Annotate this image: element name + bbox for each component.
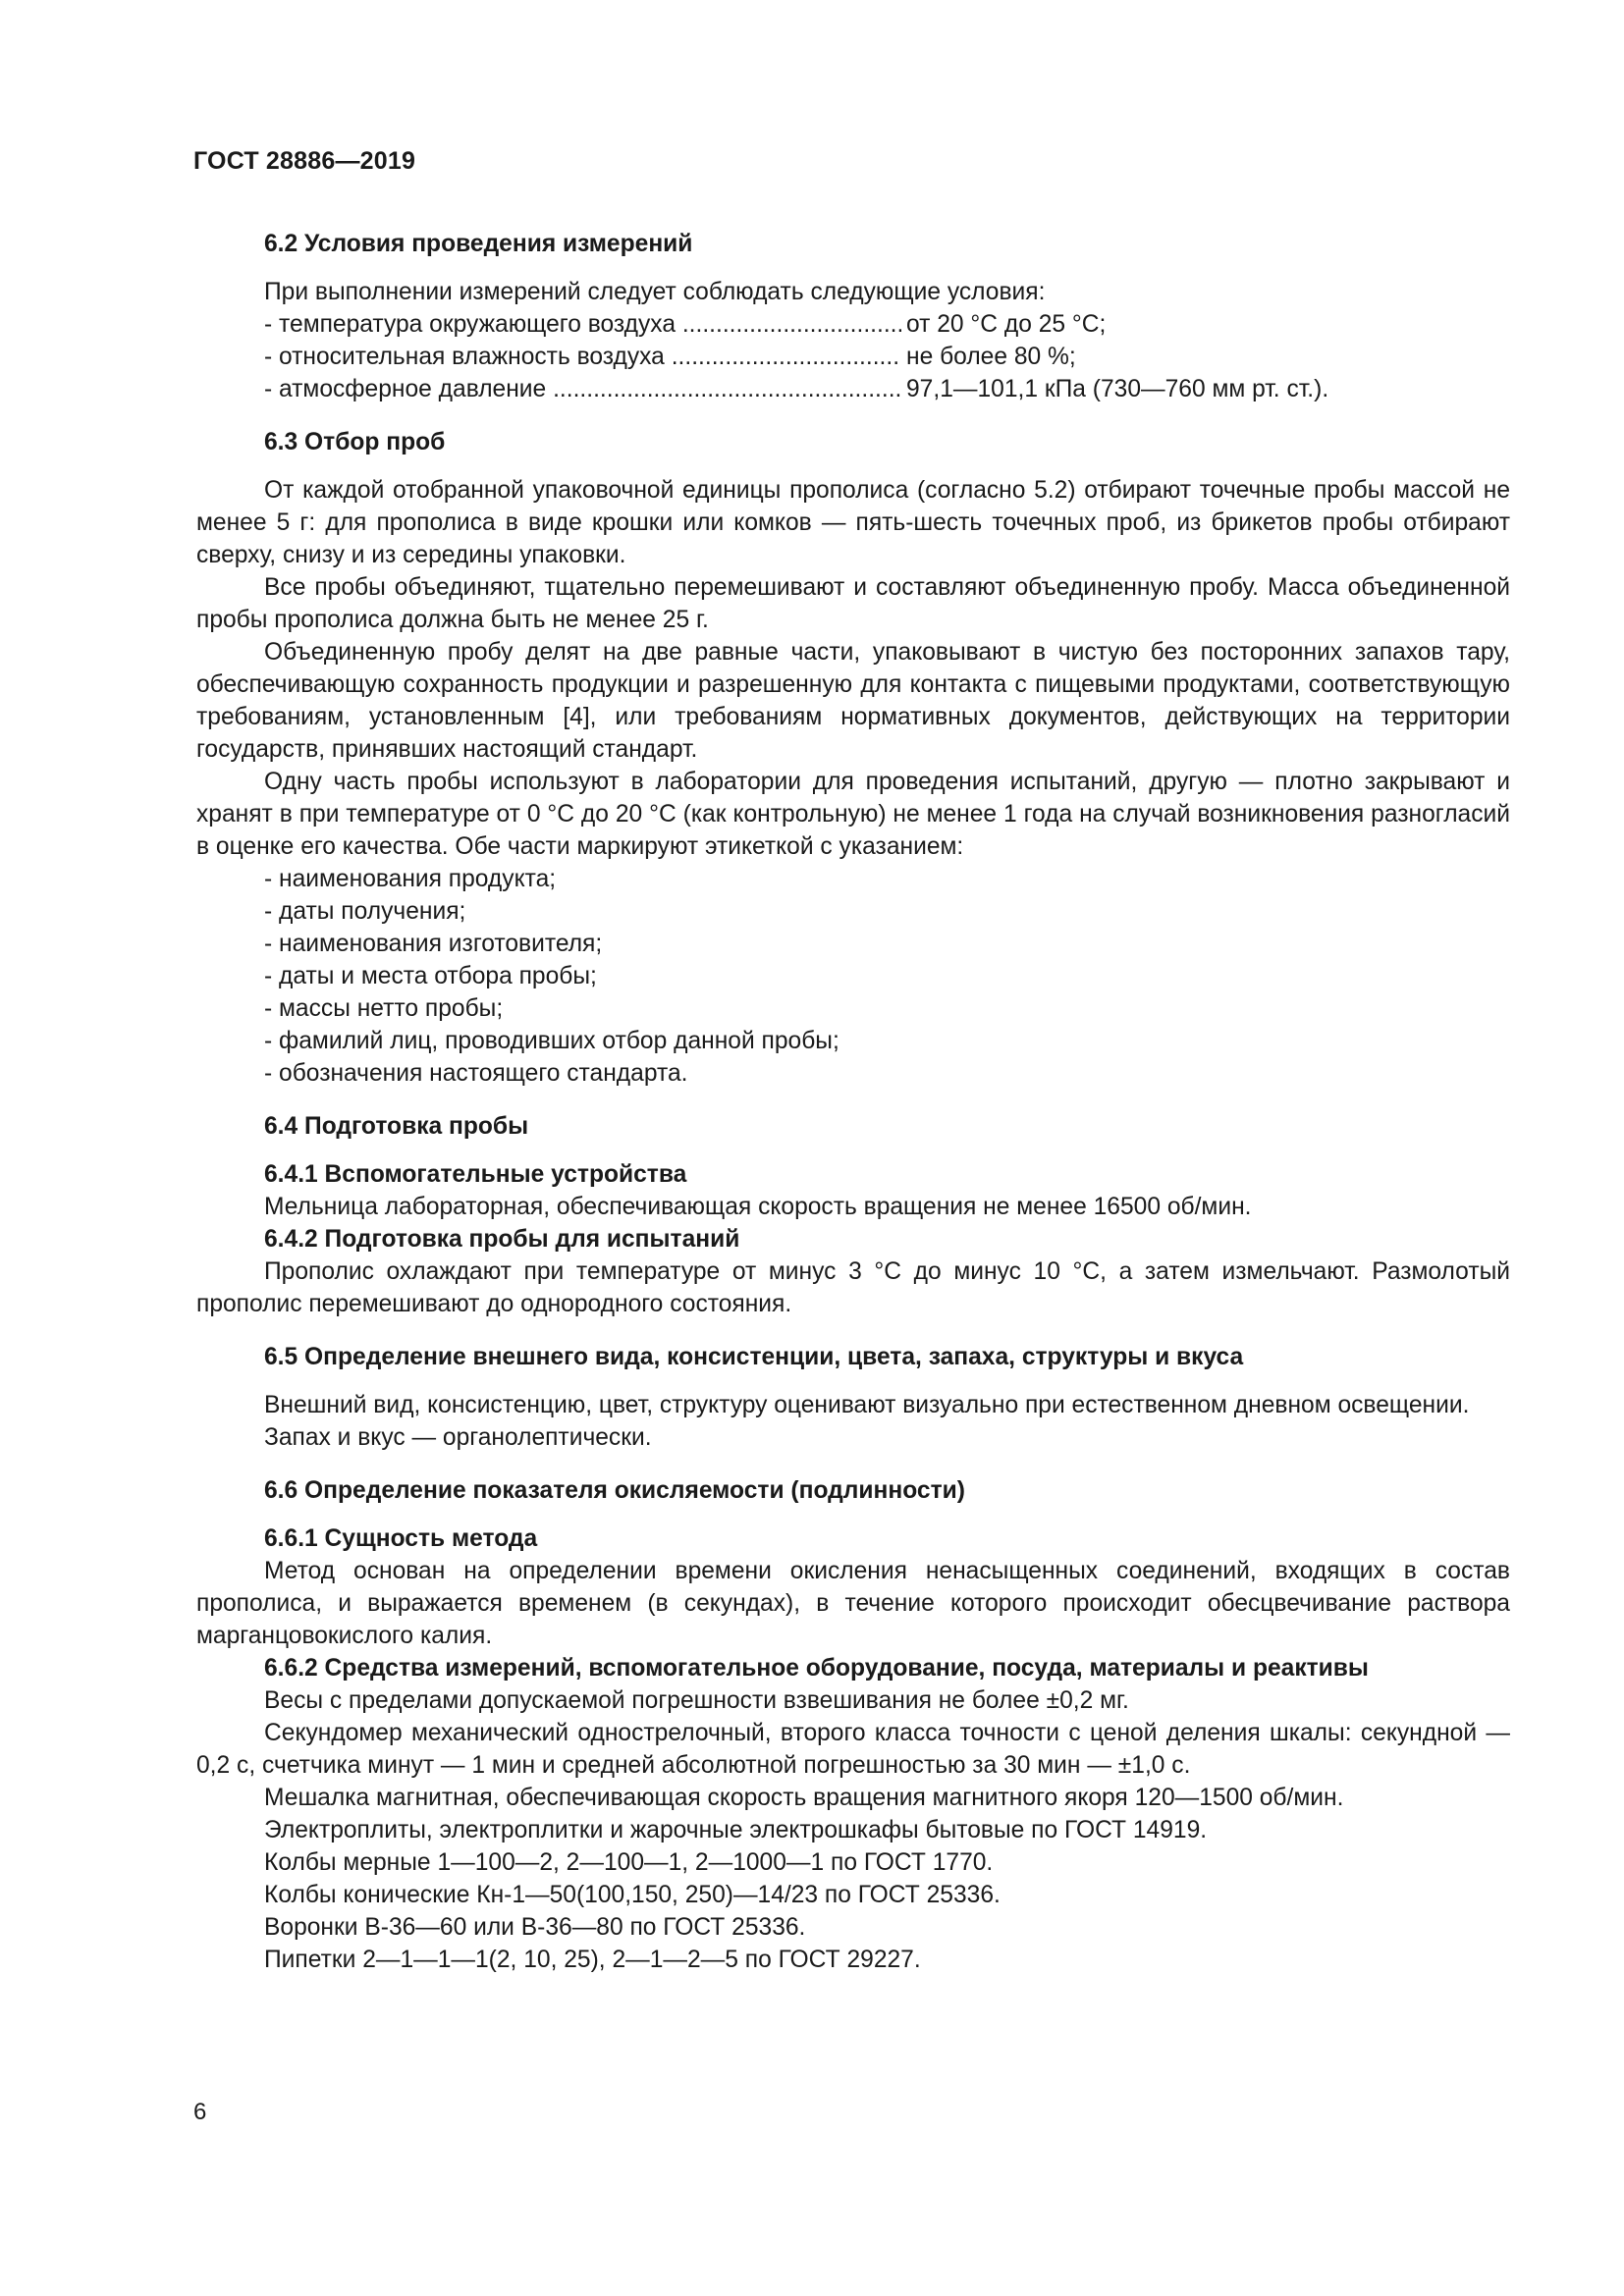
equipment-item: Секундомер механический однострелочный, второго класса точности с ценой деления шкалы: секундной — 0,2 с, счетчика минут — 1 мин и средней абсолютной погрешностью за 30 мин — ±1,0 с. <box>196 1720 1510 1779</box>
list-item: - даты и места отбора пробы; <box>264 963 597 989</box>
equipment-item: Пипетки 2—1—1—1(2, 10, 25), 2—1—2—5 по ГОСТ 29227. <box>264 1947 921 1973</box>
list-item: - наименования продукта; <box>264 866 557 892</box>
document-header: ГОСТ 28886—2019 <box>193 147 416 175</box>
paragraph: Все пробы объединяют, тщательно перемешивают и составляют объединенную пробу. Масса объединенной пробы прополиса должна быть не менее 25 г. <box>196 574 1510 633</box>
list-item: - даты получения; <box>264 898 466 925</box>
list-item: - обозначения настоящего стандарта. <box>264 1060 688 1087</box>
paragraph: Объединенную пробу делят на две равные части, упаковывают в чистую без посторонних запахов тару, обеспечивающую сохранность продукции и разрешенную для контакта с пищевыми продуктами, соответствующую требованиям, установленным [4], или требованиям нормативных документов, действующих на территории государств, принявших настоящий стандарт. <box>196 639 1510 763</box>
equipment-item: Весы с пределами допускаемой погрешности взвешивания не более ±0,2 мг. <box>264 1687 1129 1714</box>
paragraph: От каждой отобранной упаковочной единицы прополиса (согласно 5.2) отбирают точечные пробы массой не менее 5 г: для прополиса в виде крошки или комков — пять-шесть точечных проб, из брикетов пробы отбирают сверху, снизу и из середины упаковки. <box>196 477 1510 568</box>
condition-value: от 20 °С до 25 °С; <box>906 311 1107 338</box>
section-6-2-heading: 6.2 Условия проведения измерений <box>264 231 693 257</box>
condition-humidity <box>196 341 1510 373</box>
condition-value: 97,1—101,1 кПа (730—760 мм рт. ст.). <box>906 376 1329 402</box>
condition-label: - температура окружающего воздуха ..... <box>264 308 901 341</box>
section-6-6-heading: 6.6 Определение показателя окисляемости (подлинности) <box>264 1477 965 1504</box>
equipment-item: Электроплиты, электроплитки и жарочные электрошкафы бытовые по ГОСТ 14919. <box>264 1817 1208 1843</box>
subsection-6-4-2-heading: 6.4.2 Подготовка пробы для испытаний <box>264 1226 740 1253</box>
paragraph: Внешний вид, консистенцию, цвет, структуру оценивают визуально при естественном дневном освещении. <box>264 1392 1470 1418</box>
condition-temperature <box>196 308 1510 341</box>
paragraph: Запах и вкус — органолептически. <box>264 1424 652 1451</box>
condition-label: - относительная влажность воздуха ..... <box>264 341 901 373</box>
equipment-item: Мешалка магнитная, обеспечивающая скорость вращения магнитного якоря 120—1500 об/мин. <box>264 1785 1344 1811</box>
list-item: - фамилий лиц, проводивших отбор данной пробы; <box>264 1028 839 1054</box>
document-body <box>196 228 1510 1976</box>
page-number: 6 <box>193 2099 207 2125</box>
equipment-item: Колбы конические Кн-1—50(100,150, 250)—14/23 по ГОСТ 25336. <box>264 1882 1001 1908</box>
paragraph: Метод основан на определении времени окисления ненасыщенных соединений, входящих в состав прополиса, и выражается временем (в секундах), в течение которого происходит обесцвечивание раствора марганцовокислого калия. <box>196 1558 1510 1649</box>
condition-pressure <box>196 373 1510 405</box>
subsection-6-6-2-heading: 6.6.2 Средства измерений, вспомогательное оборудование, посуда, материалы и реактивы <box>264 1655 1369 1682</box>
list-item: - массы нетто пробы; <box>264 995 504 1022</box>
list-item: - наименования изготовителя; <box>264 931 603 957</box>
equipment-item: Воронки В-36—60 или В-36—80 по ГОСТ 25336. <box>264 1914 806 1941</box>
paragraph: Одну часть пробы используют в лаборатории для проведения испытаний, другую — плотно закрывают и хранят в при температуре от 0 °С до 20 °С (как контрольную) не менее 1 года на случай возникновения разногласий в оценке его качества. Обе части маркируют этикеткой с указанием: <box>196 769 1510 860</box>
paragraph: Прополис охлаждают при температуре от минус 3 °С до минус 10 °С, а затем измельчают. Размолотый прополис перемешивают до однородного состояния. <box>196 1258 1510 1317</box>
section-6-5-heading: 6.5 Определение внешнего вида, консистенции, цвета, запаха, структуры и вкуса <box>264 1344 1244 1370</box>
condition-value: не более 80 %; <box>906 344 1076 370</box>
condition-label: - атмосферное давление ..... <box>264 373 901 405</box>
equipment-item: Колбы мерные 1—100—2, 2—100—1, 2—1000—1 по ГОСТ 1770. <box>264 1849 994 1876</box>
subsection-6-6-1-heading: 6.6.1 Сущность метода <box>264 1525 538 1552</box>
paragraph: Мельница лабораторная, обеспечивающая скорость вращения не менее 16500 об/мин. <box>264 1194 1252 1220</box>
section-6-4-heading: 6.4 Подготовка пробы <box>264 1113 529 1140</box>
section-6-2-intro: При выполнении измерений следует соблюдать следующие условия: <box>264 279 1046 305</box>
section-6-3-heading: 6.3 Отбор проб <box>264 429 446 455</box>
subsection-6-4-1-heading: 6.4.1 Вспомогательные устройства <box>264 1161 687 1188</box>
